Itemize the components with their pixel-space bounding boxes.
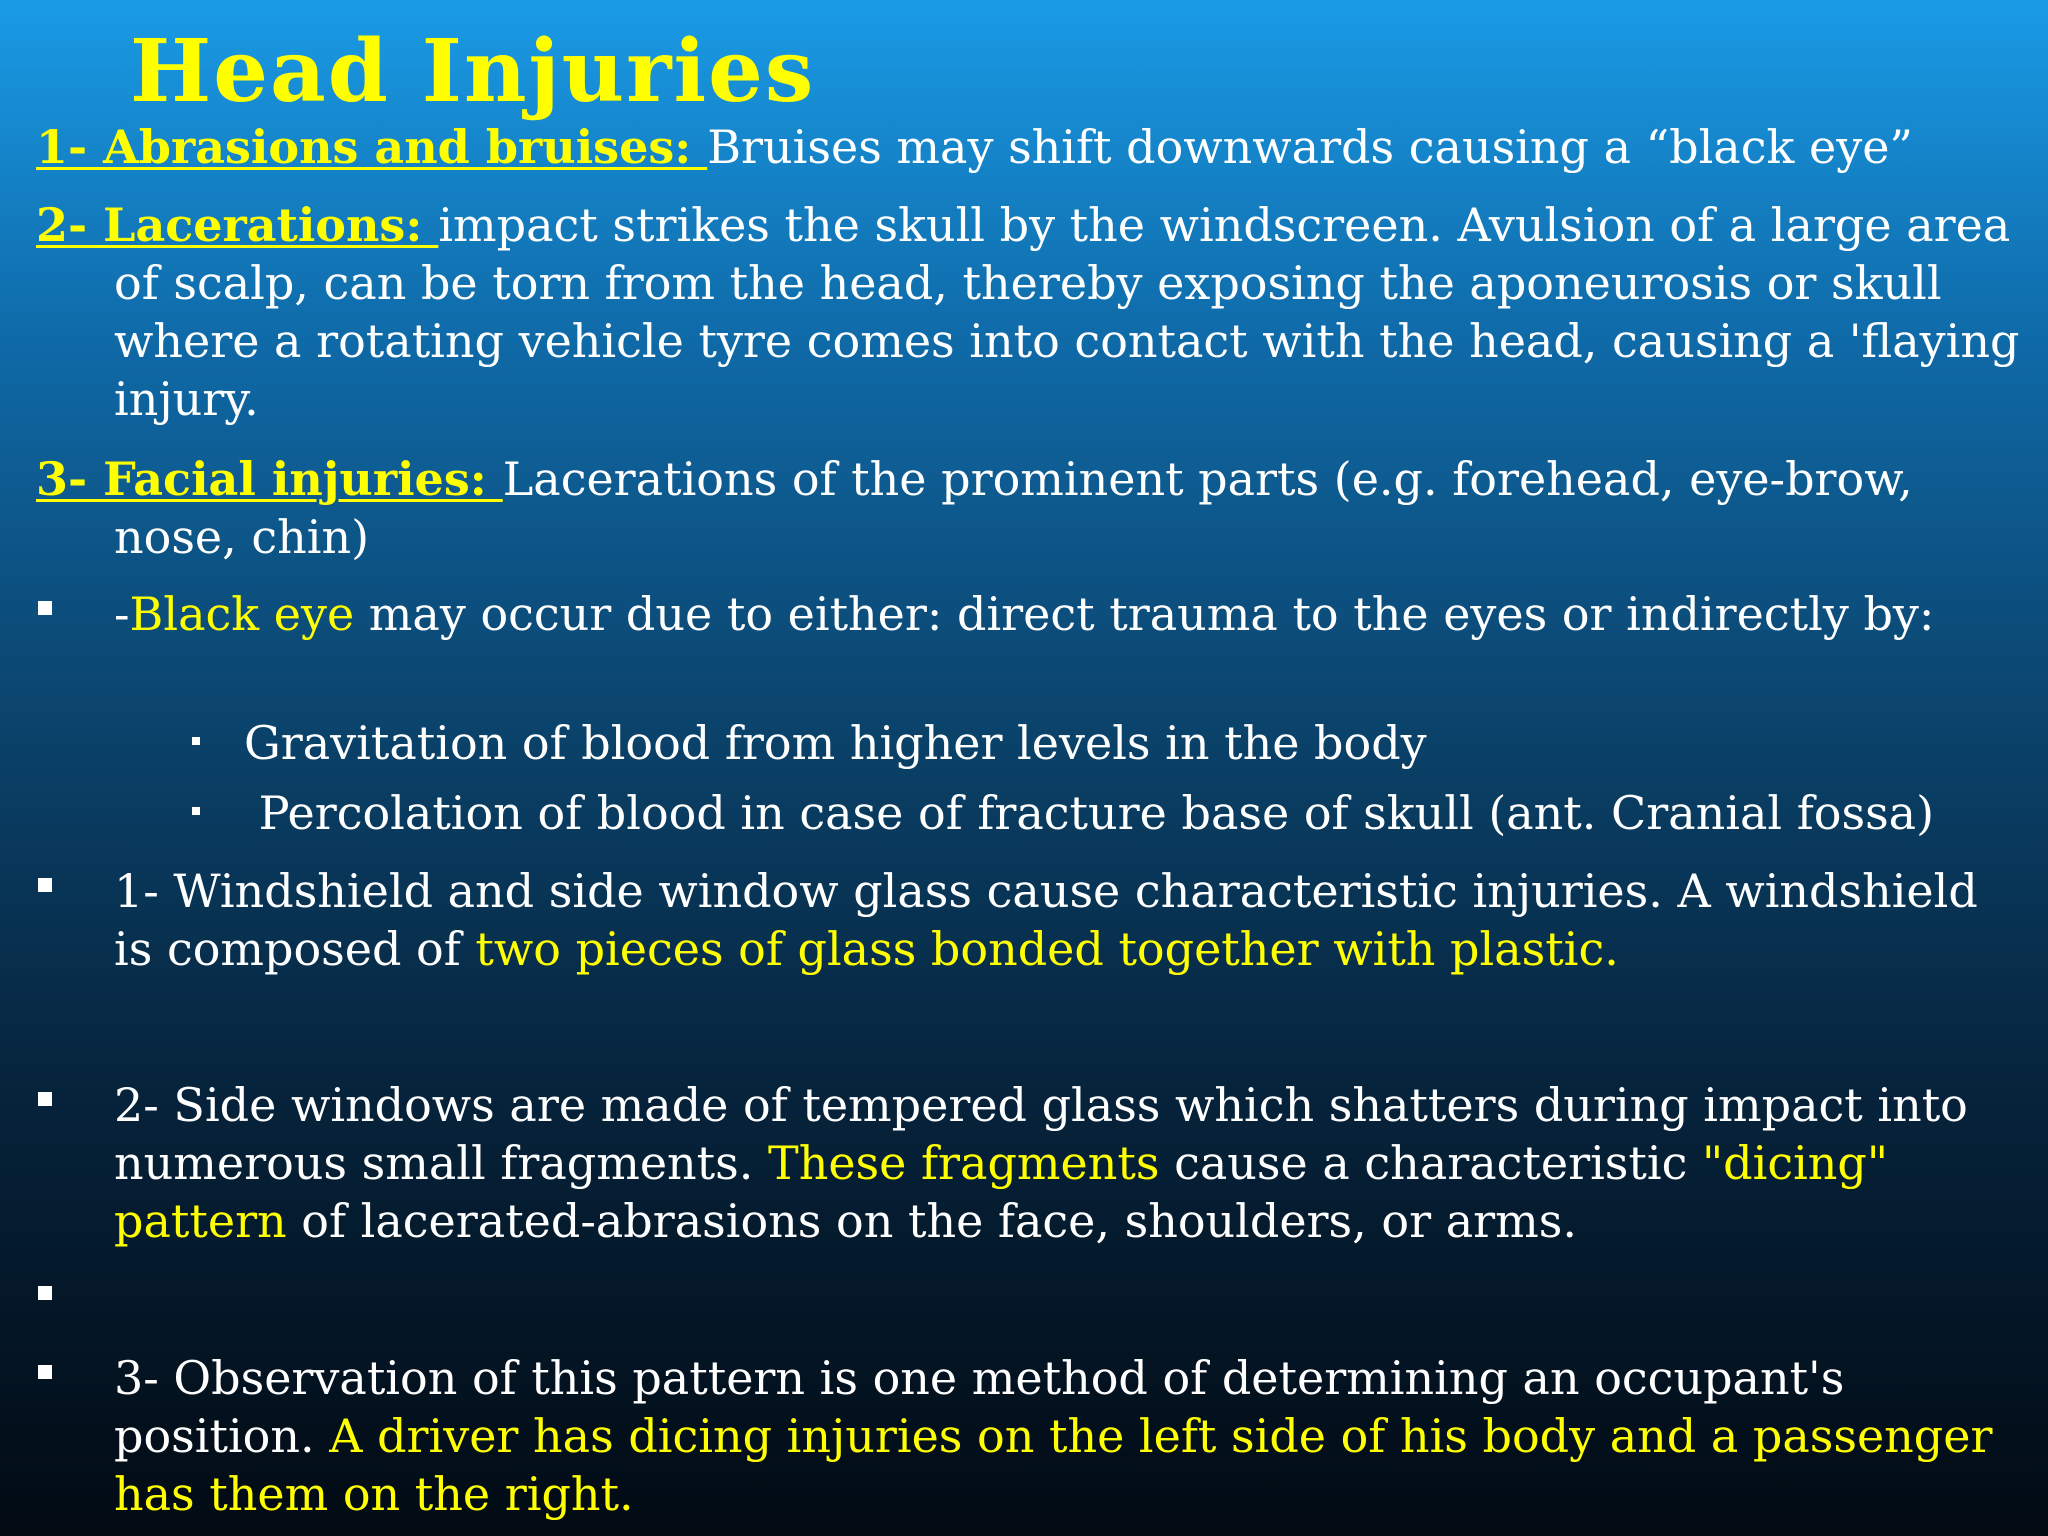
bullet-highlight: These fragments — [768, 1136, 1160, 1190]
bullet-highlight: two pieces of glass bonded together with plastic. — [475, 922, 1619, 976]
section-text: Lacerations of the prominent parts (e.g. forehead, eye-brow, nose, chin) — [114, 452, 1913, 564]
bullet-highlight: "dicing" pattern — [114, 1136, 1889, 1248]
bullet-text: 1- Windshield and side window glass cause characteristic injuries. A windshield is composed of — [114, 864, 1978, 976]
section-text: impact strikes the skull by the windscreen. Avulsion of a large area of scalp, can be torn from the head, thereby exposing the aponeurosis or skull where a rotating vehicle tyre comes into contact with the head, causing a 'flaying injury. — [114, 198, 2020, 426]
bullet-highlight: A driver has dicing injuries on the left side of his body and a passenger has them on the right. — [114, 1409, 1993, 1521]
section-abrasions — [36, 118, 2026, 176]
bullet-marker — [38, 1092, 52, 1106]
section-lacerations — [36, 196, 2026, 428]
black-eye-item — [114, 585, 2024, 643]
sub-bullet-marker — [192, 807, 200, 815]
black-eye-prefix: - — [114, 587, 130, 641]
bullet-text: of lacerated-abrasions on the face, shoulders, or arms. — [286, 1194, 1577, 1248]
bullet-text: 3- Observation of this pattern is one method of determining an occupant's position. — [114, 1351, 1845, 1463]
sub-item-percolation: Percolation of blood in case of fracture base of skull (ant. Cranial fossa) — [244, 786, 1935, 840]
bullet-side-windows — [114, 1076, 2024, 1250]
black-eye-highlight: Black eye — [129, 587, 355, 641]
section-heading: 3- Facial injuries: — [36, 452, 503, 506]
bullet-text: 2- Side windows are made of tempered glass which shatters during impact into numerous small fragments. — [114, 1078, 1968, 1190]
bullet-marker — [38, 601, 52, 615]
black-eye-text: may occur due to either: direct trauma to the eyes or indirectly by: — [354, 587, 1935, 641]
section-text: Bruises may shift downwards causing a “black eye” — [707, 120, 1913, 174]
bullet-text: cause a characteristic — [1159, 1136, 1702, 1190]
section-heading: 1- Abrasions and bruises: — [36, 120, 708, 174]
sub-item-gravitation: Gravitation of blood from higher levels in the body — [244, 716, 1427, 770]
section-facial-injuries — [36, 450, 2026, 566]
bullet-marker — [38, 1365, 52, 1379]
slide-title: Head Injuries — [130, 21, 816, 122]
bullet-marker-empty — [38, 1286, 52, 1300]
bullet-windshield — [114, 862, 2024, 978]
bullet-observation — [114, 1349, 2024, 1523]
sub-bullet-marker — [192, 737, 200, 745]
bullet-marker — [38, 878, 52, 892]
section-heading: 2- Lacerations: — [36, 198, 439, 252]
